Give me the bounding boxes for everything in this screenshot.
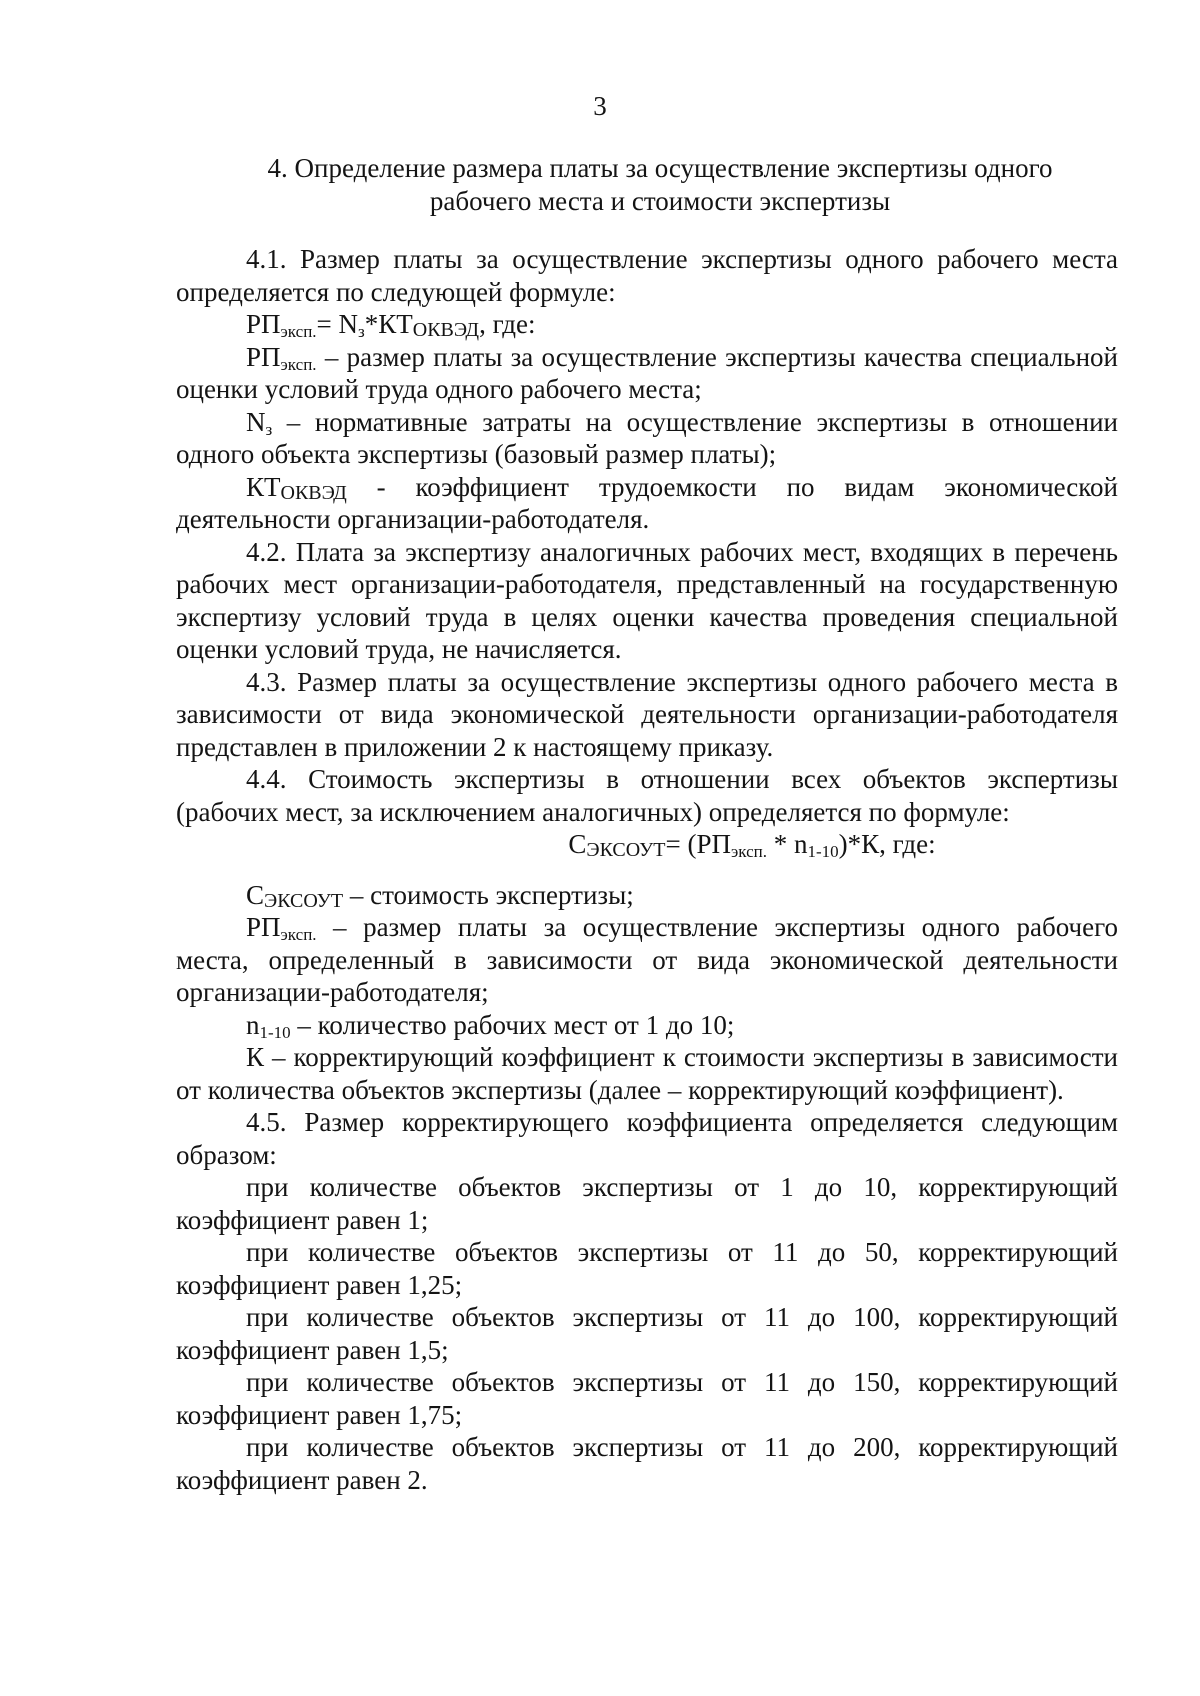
coefficient-item-1: при количестве объектов экспертизы от 1 до 10, корректирующий коэффициент равен 1; bbox=[176, 1172, 1118, 1235]
paragraph-4-3: 4.3. Размер платы за осуществление экспертизы одного рабочего места в зависимости от вида экономической деятельности организации-работодателя представлен в приложении 2 к настоящему приказу. bbox=[176, 666, 1118, 762]
coefficient-item-3: при количестве объектов экспертизы от 11 до 100, корректирующий коэффициент равен 1,5; bbox=[176, 1302, 1118, 1365]
paragraph-4-4: 4.4. Стоимость экспертизы в отношении всех объектов экспертизы (рабочих мест, за исключением аналогичных) определяется по формуле: bbox=[176, 764, 1118, 827]
coefficient-item-4: при количестве объектов экспертизы от 11 до 150, корректирующий коэффициент равен 1,75; bbox=[176, 1367, 1118, 1430]
definition-rp-2: $РП_{эксп.}$ – размер платы за осуществление экспертизы одного рабочего места, определенный в зависимости от вида экономической деятельности организации-работодателя; bbox=[176, 912, 1118, 1007]
formula-fee-per-workplace: $РП_{эксп.}= N_з*КТ_{ОКВЭД}$, где: bbox=[246, 309, 536, 341]
definition-cost: $С_{ЭКСОУТ}$ – стоимость экспертизы; bbox=[246, 879, 634, 912]
page-number: 3 bbox=[593, 91, 607, 121]
paragraph-4-5: 4.5. Размер корректирующего коэффициента определяется следующим образом: bbox=[176, 1107, 1118, 1170]
formula-total-cost: $С_{ЭКСОУТ}= (РП_{эксп.} * n_{1-10})*К$, где: bbox=[568, 829, 936, 861]
definition-kt: $КТ_{ОКВЭД}$ - коэффициент трудоемкости по видам экономической деятельности организации-работодателя. bbox=[176, 471, 1118, 534]
definition-rp: $РП_{эксп.}$ – размер платы за осуществление экспертизы качества специальной оценки условий труда одного рабочего места; bbox=[176, 341, 1118, 404]
paragraph-4-1: 4.1. Размер платы за осуществление экспертизы одного рабочего места определяется по следующей формуле: bbox=[176, 244, 1118, 307]
section-heading bbox=[230, 152, 1090, 218]
definition-k: К – корректирующий коэффициент к стоимости экспертизы в зависимости от количества объектов экспертизы (далее – корректирующий коэффициент). bbox=[176, 1042, 1118, 1105]
document-body bbox=[176, 243, 1118, 1496]
section-heading-line-1: 4. Определение размера платы за осуществление экспертизы одного bbox=[267, 153, 1053, 183]
definition-nz: $N_з$ – нормативные затраты на осуществление экспертизы в отношении одного объекта экспертизы (базовый размер платы); bbox=[176, 406, 1118, 469]
coefficient-item-5: при количестве объектов экспертизы от 11 до 200, корректирующий коэффициент равен 2. bbox=[176, 1432, 1118, 1495]
coefficient-item-2: при количестве объектов экспертизы от 11 до 50, корректирующий коэффициент равен 1,25; bbox=[176, 1237, 1118, 1300]
section-heading-line-2: рабочего места и стоимости экспертизы bbox=[429, 186, 891, 216]
paragraph-4-2: 4.2. Плата за экспертизу аналогичных рабочих мест, входящих в перечень рабочих мест организации-работодателя, представленный на государственную экспертизу условий труда в целях оценки качества проведения специальной оценки условий труда, не начисляется. bbox=[176, 536, 1118, 664]
definition-n: $n_{1-10}$ – количество рабочих мест от 1 до 10; bbox=[246, 1009, 735, 1042]
